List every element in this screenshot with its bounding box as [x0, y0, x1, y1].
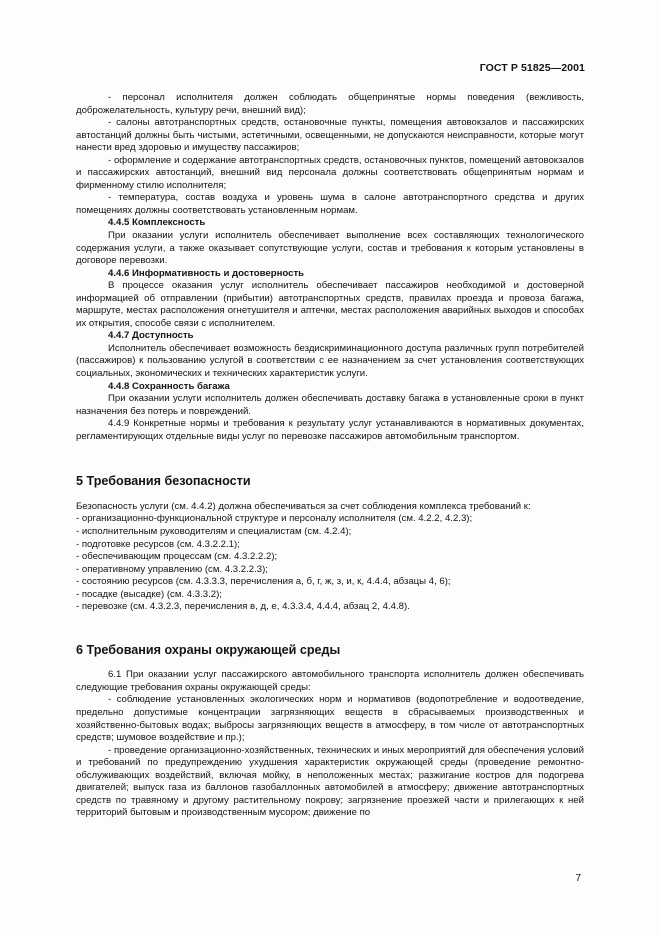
subsection-text-4-4-8: При оказании услуги исполнитель должен обеспечивать доставку багажа в установленные сроки в пункт назначения без потерь и повреждений. — [76, 393, 584, 417]
paragraph-temperature-noise: - температура, состав воздуха и уровень шума в салоне автотранспортного средства и других помещениях должны соответствовать установленным нормам. — [76, 192, 584, 216]
subsection-text-4-4-5: При оказании услуги исполнитель обеспечивает выполнение всех составляющих технологического содержания услуги, а также оказывает сопутствующие услуги, состав и требования к которым установлены в договоре перевозки. — [76, 230, 584, 267]
list-item: - посадке (высадке) (см. 4.3.3.2); — [76, 588, 222, 600]
list-item: - организационно-функциональной структуре и персоналу исполнителя (см. 4.2.2, 4.2.3); — [76, 513, 473, 525]
section-5-intro: Безопасность услуги (см. 4.4.2) должна обеспечиваться за счет соблюдения комплекса требований к: — [76, 500, 531, 512]
subsection-text-4-4-7: Исполнитель обеспечивает возможность бездискриминационного доступа различных групп потребителей (пассажиров) к пользованию услугой в соответствии с ее назначением за счет установления соответствующих социальных, экономических и технических характеристик услуги. — [76, 342, 584, 380]
subsection-title-4-4-6: 4.4.6 Информативность и достоверность — [108, 267, 305, 279]
list-item: - оперативному управлению (см. 4.3.2.2.3); — [76, 563, 268, 575]
section-6-paragraph-2: - соблюдение установленных экологических норм и нормативов (водопотребление и водоотведение, предельно допустимые концентрации загрязняющих веществ в сбрасываемых производственных и хозяйственно-бытовых водах; выбросы загрязняющих веществ в атмосферу, в том числе от автотранспортных средств; шумовое воздействие и пр.); — [76, 694, 584, 744]
section-6-paragraph-3: - проведение организационно-хозяйственных, технических и иных мероприятий для обеспечения условий и требований по предупреждению ухудшения характеристик окружающей среды (проведение ремонтно-обслуживающих воздействий, включая мойку, в неположенных местах; разжигание костров для подогрева двигателей; выпуск газа из баллонов газобаллонных автомобилей в атмосферу; движение автотранспортных средств по травяному и другому растительному покрову; загрязнение проезжей части и прилегающих к ней территорий бытовым и производственным мусором; движение по — [76, 744, 584, 819]
paragraph-personnel-behavior: - персонал исполнителя должен соблюдать общепринятые нормы поведения (вежливость, доброжелательность, культуру речи, внешний вид); — [76, 92, 584, 116]
section-title-5: 5 Требования безопасности — [76, 474, 251, 489]
list-item: - состоянию ресурсов (см. 4.3.3.3, перечисления а, б, г, ж, з, и, к, 4.4.4, абзацы 4, 6); — [76, 576, 451, 588]
page-content — [76, 92, 584, 820]
list-item: - подготовке ресурсов (см. 4.3.2.2.1); — [76, 538, 240, 550]
page-number: 7 — [575, 873, 581, 884]
subsection-title-4-4-5: 4.4.5 Комплексность — [108, 217, 206, 229]
subsection-text-4-4-9: 4.4.9 Конкретные нормы и требования к результату услуг устанавливаются в нормативных документах, регламентирующих отдельные виды услуг по перевозке пассажиров автомобильным транспортом. — [76, 418, 584, 442]
standard-header: ГОСТ Р 51825—2001 — [479, 62, 585, 74]
section-6-paragraph-1: 6.1 При оказании услуг пассажирского автомобильного транспорта исполнитель должен обеспечивать следующие требования охраны окружающей среды: — [76, 669, 584, 693]
subsection-text-4-4-6: В процессе оказания услуг исполнитель обеспечивает пассажиров необходимой и достоверной информацией об отправлении (прибытии) автотранспортных средств, правилах проезда и провоза багажа, маршруте, местах расположения огнетушителя и аптечки, местах расположения аварийных выходов и способах их открытия, способе связи с исполнителем. — [76, 280, 584, 329]
paragraph-design-style: - оформление и содержание автотранспортных средств, остановочных пунктов, помещений автовокзалов и пассажирских автостанций, внешний вид персонала должны соответствовать общепринятым нормам и фирменному стилю исполнителя; — [76, 154, 584, 191]
list-item: - обеспечивающим процессам (см. 4.3.2.2.2); — [76, 551, 278, 563]
subsection-title-4-4-7: 4.4.7 Доступность — [108, 330, 194, 342]
paragraph-vehicle-cleanliness: - салоны автотранспортных средств, остановочные пункты, помещения автовокзалов и пассажирских автостанций должны быть чистыми, эстетичными, освещенными, не допускаются неисправности, которые могут нанести вред здоровью и имуществу пассажиров; — [76, 117, 584, 154]
subsection-title-4-4-8: 4.4.8 Сохранность багажа — [108, 380, 230, 392]
section-title-6: 6 Требования охраны окружающей среды — [76, 642, 341, 657]
list-item: - исполнительным руководителям и специалистам (см. 4.2.4); — [76, 525, 352, 537]
list-item: - перевозке (см. 4.3.2.3, перечисления в, д, е, 4.3.3.4, 4.4.4, абзац 2, 4.4.8). — [76, 601, 410, 613]
